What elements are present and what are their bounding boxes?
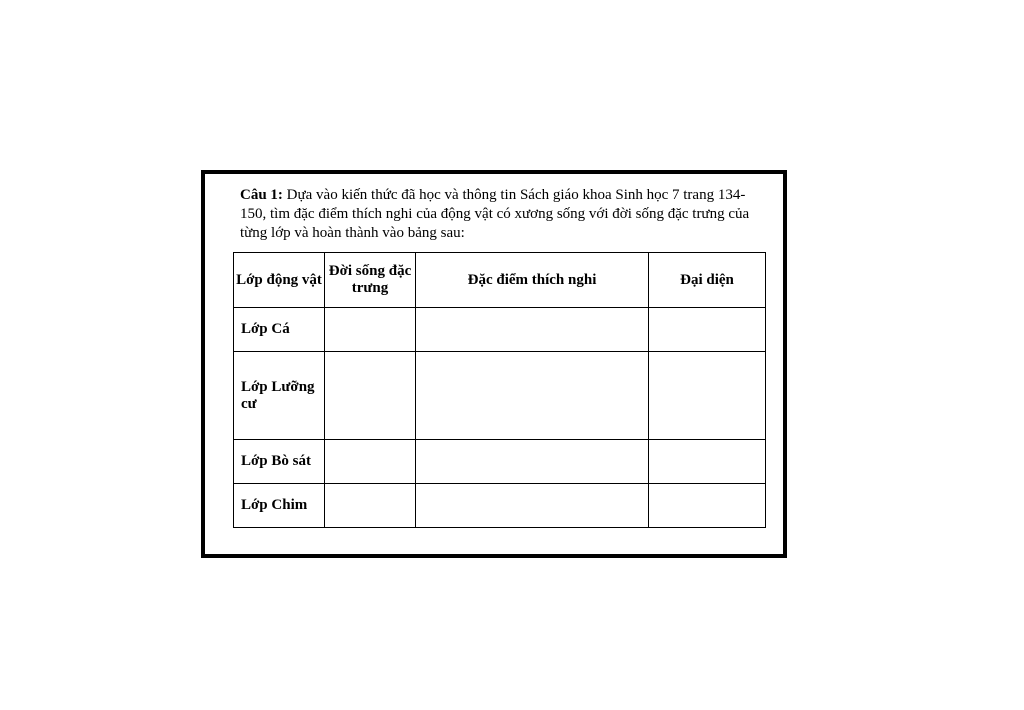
adaptation-cell[interactable] bbox=[416, 308, 649, 352]
life-cell[interactable] bbox=[325, 308, 416, 352]
adaptation-cell[interactable] bbox=[416, 440, 649, 484]
header-animal-class: Lớp động vật bbox=[234, 253, 325, 308]
row-label: Lớp Lưỡng cư bbox=[234, 352, 325, 440]
table-header-row bbox=[234, 253, 766, 308]
question-label: Câu 1: bbox=[240, 187, 283, 203]
table-row bbox=[234, 352, 766, 440]
header-representative: Đại diện bbox=[649, 253, 766, 308]
table-row bbox=[234, 484, 766, 528]
table-row bbox=[234, 308, 766, 352]
adaptation-cell[interactable] bbox=[416, 352, 649, 440]
table-row bbox=[234, 440, 766, 484]
worksheet-frame bbox=[201, 170, 787, 558]
row-label: Lớp Cá bbox=[234, 308, 325, 352]
answer-table bbox=[233, 252, 766, 528]
life-cell[interactable] bbox=[325, 440, 416, 484]
representative-cell[interactable] bbox=[649, 484, 766, 528]
row-label: Lớp Bò sát bbox=[234, 440, 325, 484]
adaptation-cell[interactable] bbox=[416, 484, 649, 528]
representative-cell[interactable] bbox=[649, 440, 766, 484]
representative-cell[interactable] bbox=[649, 308, 766, 352]
question-text bbox=[240, 186, 760, 243]
question-body: Dựa vào kiến thức đã học và thông tin Sách giáo khoa Sinh học 7 trang 134-150, tìm đặc điểm thích nghi của động vật có xương sống với đời sống đặc trưng của từng lớp và hoàn thành vào bảng sau: bbox=[240, 187, 750, 241]
header-typical-life: Đời sống đặc trưng bbox=[325, 253, 416, 308]
header-adaptation: Đặc điểm thích nghi bbox=[416, 253, 649, 308]
representative-cell[interactable] bbox=[649, 352, 766, 440]
life-cell[interactable] bbox=[325, 352, 416, 440]
life-cell[interactable] bbox=[325, 484, 416, 528]
row-label: Lớp Chim bbox=[234, 484, 325, 528]
